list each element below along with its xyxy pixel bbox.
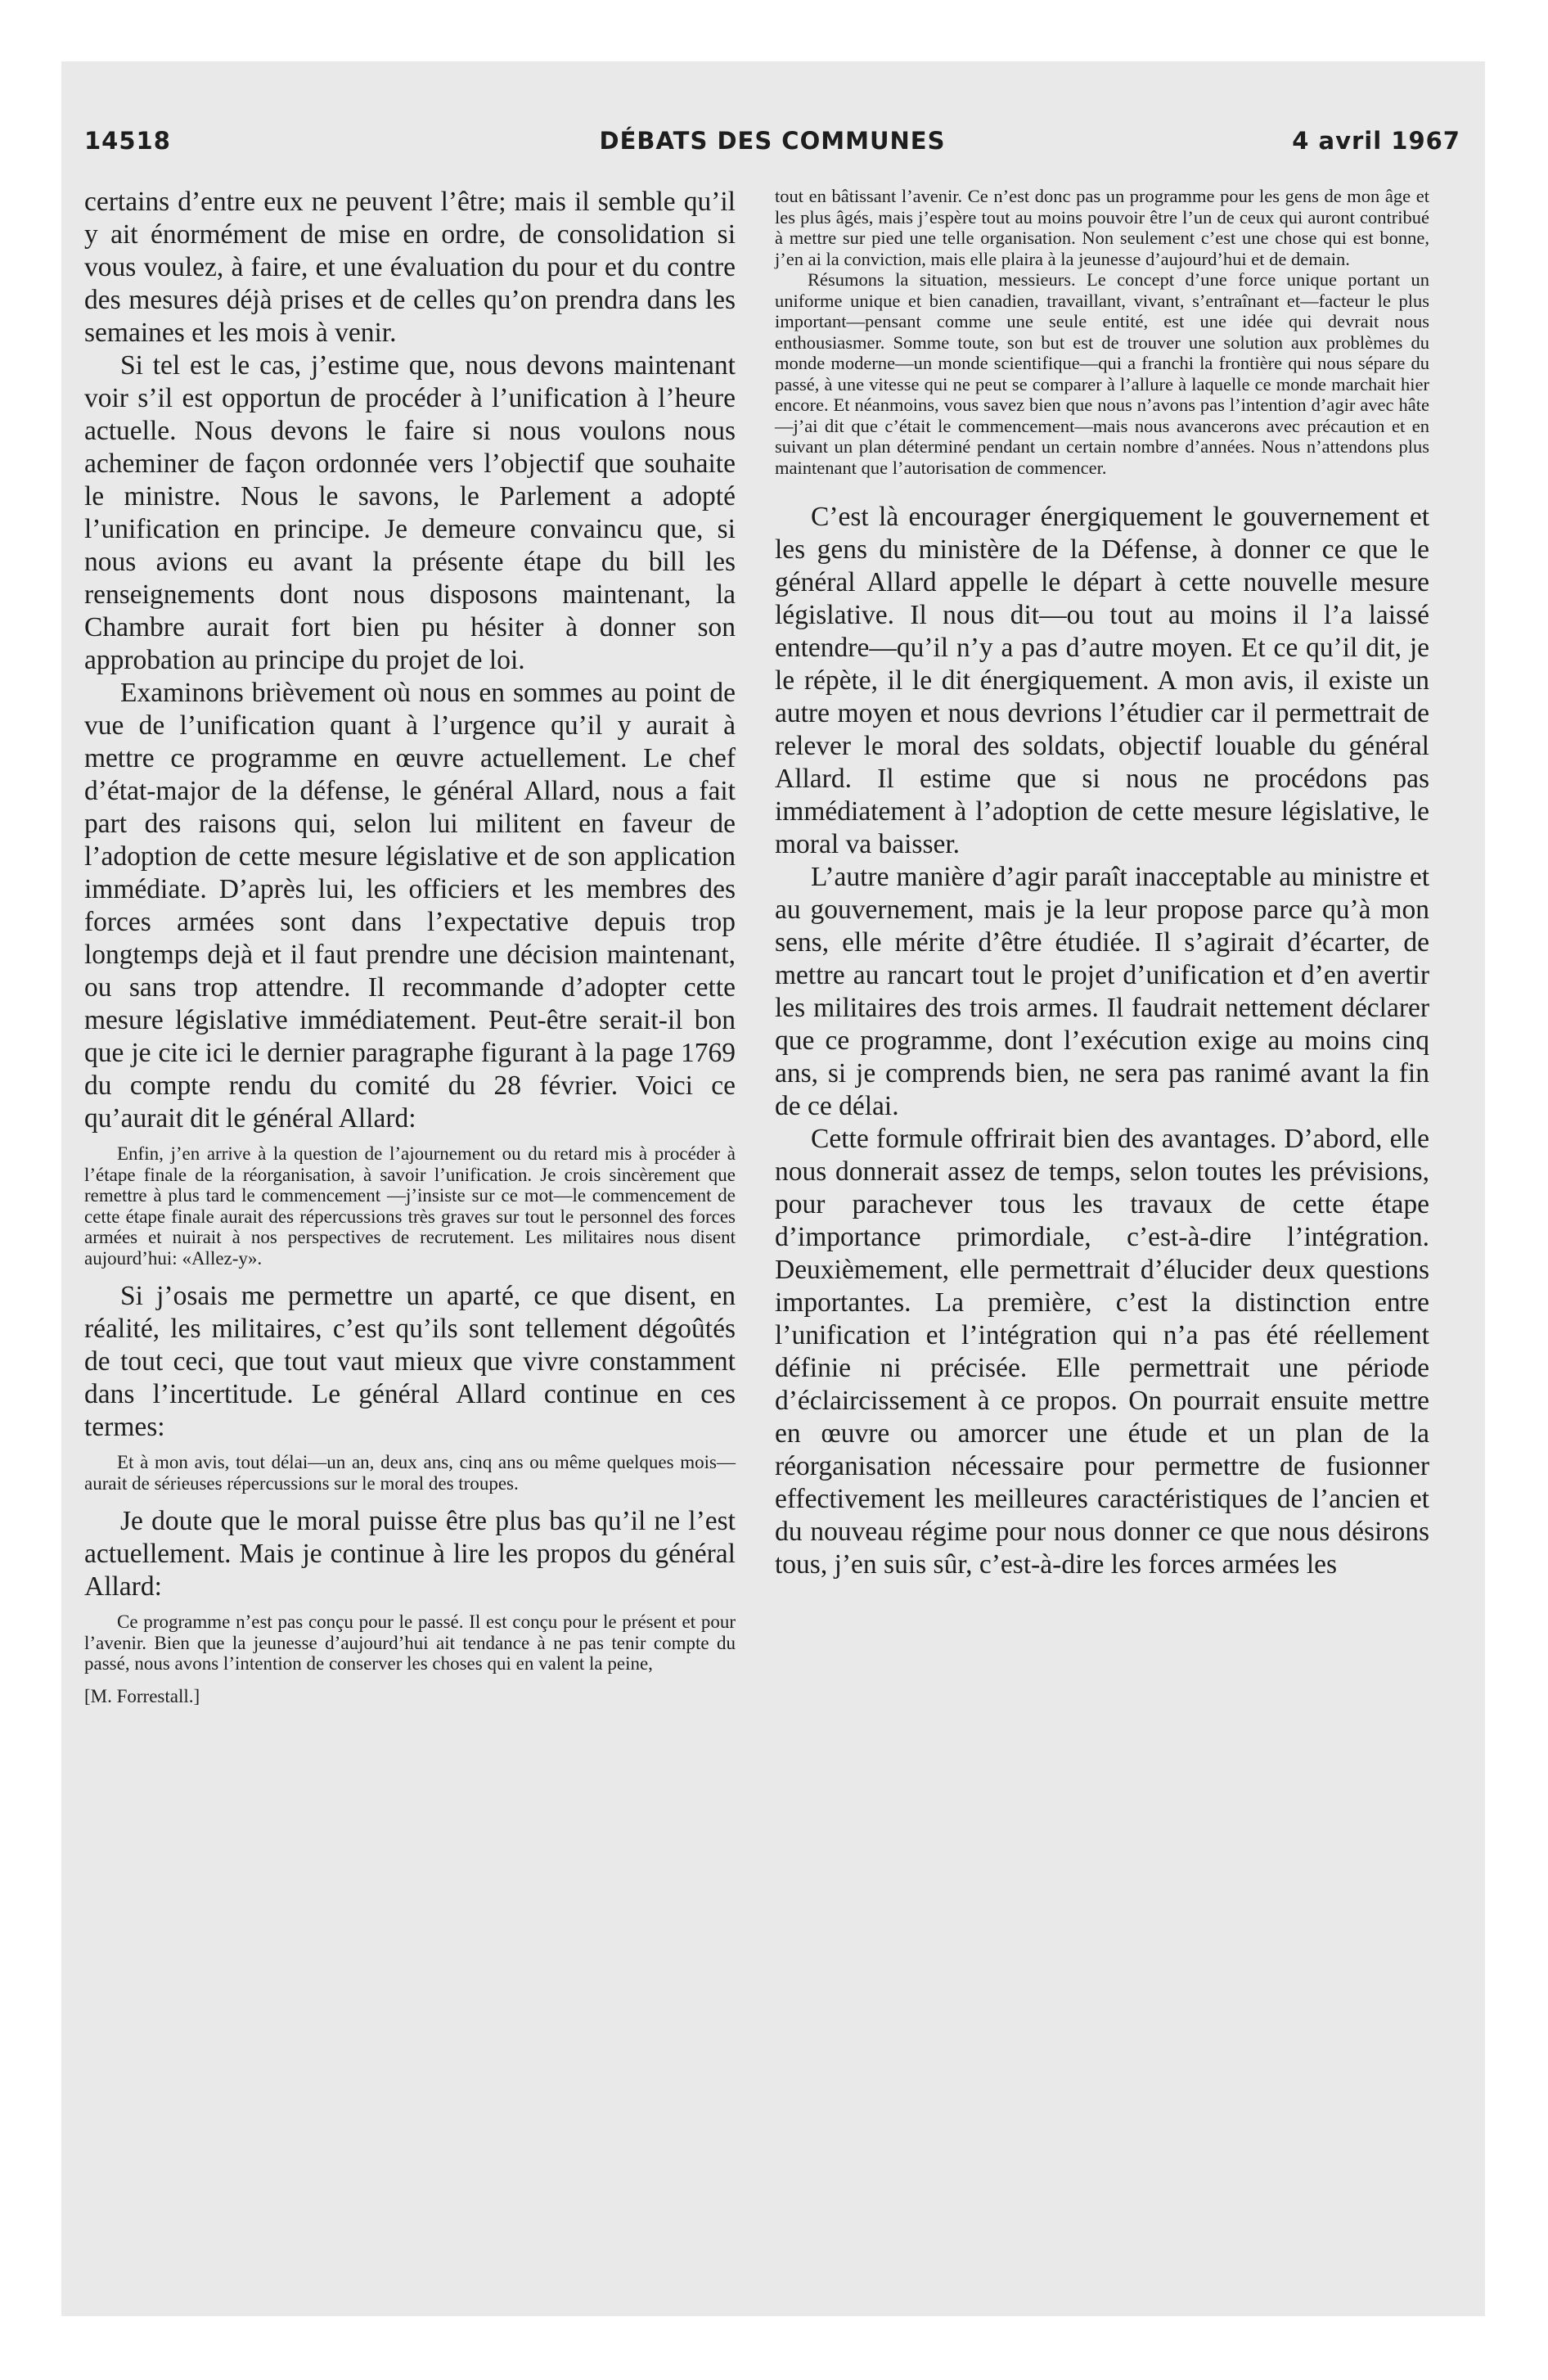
document-page bbox=[61, 61, 1485, 2316]
speaker-attribution: [M. Forrestall.] bbox=[84, 1685, 200, 1706]
paragraph: Cette formule offrirait bien des avantages. D’abord, elle nous donnerait assez de temps, selon toutes les prévisions, pour parachever tous les travaux de cette étape d’importance primordiale, c’est-à-dire l’intégration. Deuxièmement, elle permettrait d’élucider deux questions importantes. La première, c’est la distinction entre l’unification et l’intégration qui n’a pas été réellement définie ni précisée. Elle permettrait une période d’éclaircissement à ce propos. On pourrait ensuite mettre en œuvre ou amorcer une étude et un plan de la réorganisation nécessaire pour permettre de fusionner effectivement les meilleures caractéristiques de l’ancien et du nouveau régime pour nous donner ce que nous désirons tous, j’en suis sûr, c’est-à-dire les forces armées les bbox=[775, 1124, 1429, 1580]
paragraph: L’autre manière d’agir paraît inacceptable au ministre et au gouvernement, mais je la leur propose parce qu’à mon sens, elle mérite d’être étudiée. Il s’agirait d’écarter, de mettre au rancart tout le projet d’unification et d’en avertir les militaires des trois armes. Il faudrait nettement déclarer que ce programme, dont l’exécution exige au moins cinq ans, si je comprends bien, ne sera pas ranimé avant la fin de ce délai. bbox=[775, 862, 1429, 1121]
quoted-paragraph: Résumons la situation, messieurs. Le concept d’une force unique portant un uniforme unique et bien canadien, travaillant, vivant, s’entraînant et—facteur le plus important—pensant comme une seule entité, est une idée qui devrait nous enthousiasmer. Somme toute, son but est de trouver une solution aux problèmes du monde moderne—un monde scientifique—qui a franchi la frontière qui nous sépare du passé, à une vitesse qui ne peut se comparer à l’allure à laquelle ce monde marchait hier encore. Et néanmoins, vous savez bien que nous n’avons pas l’intention d’agir avec hâte —j’ai dit que c’était le commencement—mais nous avancerons avec précaution et en suivant un plan déterminé pendant un certain nombre d’années. Nous n’attendons plus maintenant que l’autorisation de commencer. bbox=[775, 269, 1429, 478]
page-header bbox=[84, 127, 1460, 163]
paragraph: Je doute que le moral puisse être plus bas qu’il ne l’est actuellement. Mais je continue à lire les propos du général Allard: bbox=[84, 1506, 736, 1602]
right-column bbox=[775, 186, 1429, 1581]
paragraph: C’est là encourager énergiquement le gouvernement et les gens du ministère de la Défense, à donner ce que le général Allard appelle le départ à cette nouvelle mesure législative. Il nous dit—ou tout au moins il l’a laissé entendre—qu’il n’y a pas d’autre moyen. Et ce qu’il dit, je le répète, il le dit énergiquement. A mon avis, il existe un autre moyen et nous devrions l’étudier car il permettrait de relever le moral des soldats, objectif louable du général Allard. Il estime que si nous ne procédons pas immédiatement à l’adoption de cette mesure législative, le moral va baisser. bbox=[775, 502, 1429, 859]
quoted-paragraph: tout en bâtissant l’avenir. Ce n’est donc pas un programme pour les gens de mon âge et les plus âgés, mais j’espère tout au moins pouvoir être l’un de ceux qui auront contribué à mettre sur pied une telle organisation. Non seulement c’est une chose qui est bonne, j’en ai la conviction, mais elle plaira à la jeunesse d’aujourd’hui et de demain. bbox=[775, 186, 1429, 269]
page-number: 14518 bbox=[84, 127, 171, 155]
block-quote: Enfin, j’en arrive à la question de l’ajournement ou du retard mis à procéder à l’étape finale de la réorganisation, à savoir l’unification. Je crois sincèrement que remettre à plus tard le commencement —j’insiste sur ce mot—le commencement de cette étape finale aurait des répercussions très graves sur tout le personnel des forces armées et nuirait à nos perspectives de recrutement. Les militaires nous disent aujourd’hui: «Allez-y». bbox=[84, 1143, 736, 1269]
paragraph: Examinons brièvement où nous en sommes au point de vue de l’unification quant à l’urgence qu’il y aurait à mettre ce programme en œuvre actuellement. Le chef d’état-major de la défense, le général Allard, nous a fait part des raisons qui, selon lui militent en faveur de l’adoption de cette mesure législative et de son application immédiate. D’après lui, les officiers et les membres des forces armées sont dans l’expectative depuis trop longtemps dejà et il faut prendre une décision maintenant, ou sans trop attendre. Il recommande d’adopter cette mesure législative immédiatement. Peut-être serait-il bon que je cite ici le dernier paragraphe figurant à la page 1769 du compte rendu du comité du 28 février. Voici ce qu’aurait dit le général Allard: bbox=[84, 678, 736, 1134]
page-date: 4 avril 1967 bbox=[1292, 127, 1460, 155]
paragraph: Si tel est le cas, j’estime que, nous devons maintenant voir s’il est opportun de procéder à l’unification à l’heure actuelle. Nous devons le faire si nous voulons nous acheminer de façon ordonnée vers l’objectif que souhaite le ministre. Nous le savons, le Parlement a adopté l’unification en principe. Je demeure convaincu que, si nous avions eu avant la présente étape du bill les renseignements dont nous disposons maintenant, la Chambre aurait fort bien pu hésiter à donner son approbation au principe du projet de loi. bbox=[84, 350, 736, 675]
paragraph: certains d’entre eux ne peuvent l’être; mais il semble qu’il y ait énormément de mise en ordre, de consolidation si vous voulez, à faire, et une évaluation du pour et du contre des mesures déjà prises et de celles qu’on prendra dans les semaines et les mois à venir. bbox=[84, 187, 736, 348]
left-column bbox=[84, 186, 736, 1726]
publication-title: DÉBATS DES COMMUNES bbox=[599, 127, 946, 155]
block-quote: Ce programme n’est pas conçu pour le passé. Il est conçu pour le présent et pour l’avenir. Bien que la jeunesse d’aujourd’hui ait tendance à ne pas tenir compte du passé, nous avons l’intention de conserver les choses qui en valent la peine, bbox=[84, 1611, 736, 1674]
paragraph: Si j’osais me permettre un aparté, ce que disent, en réalité, les militaires, c’est qu’ils sont tellement dégoûtés de tout ceci, que tout vaut mieux que vivre constamment dans l’incertitude. Le général Allard continue en ces termes: bbox=[84, 1281, 736, 1442]
block-quote: Et à mon avis, tout délai—un an, deux ans, cinq ans ou même quelques mois—aurait de sérieuses répercussions sur le moral des troupes. bbox=[84, 1452, 736, 1494]
